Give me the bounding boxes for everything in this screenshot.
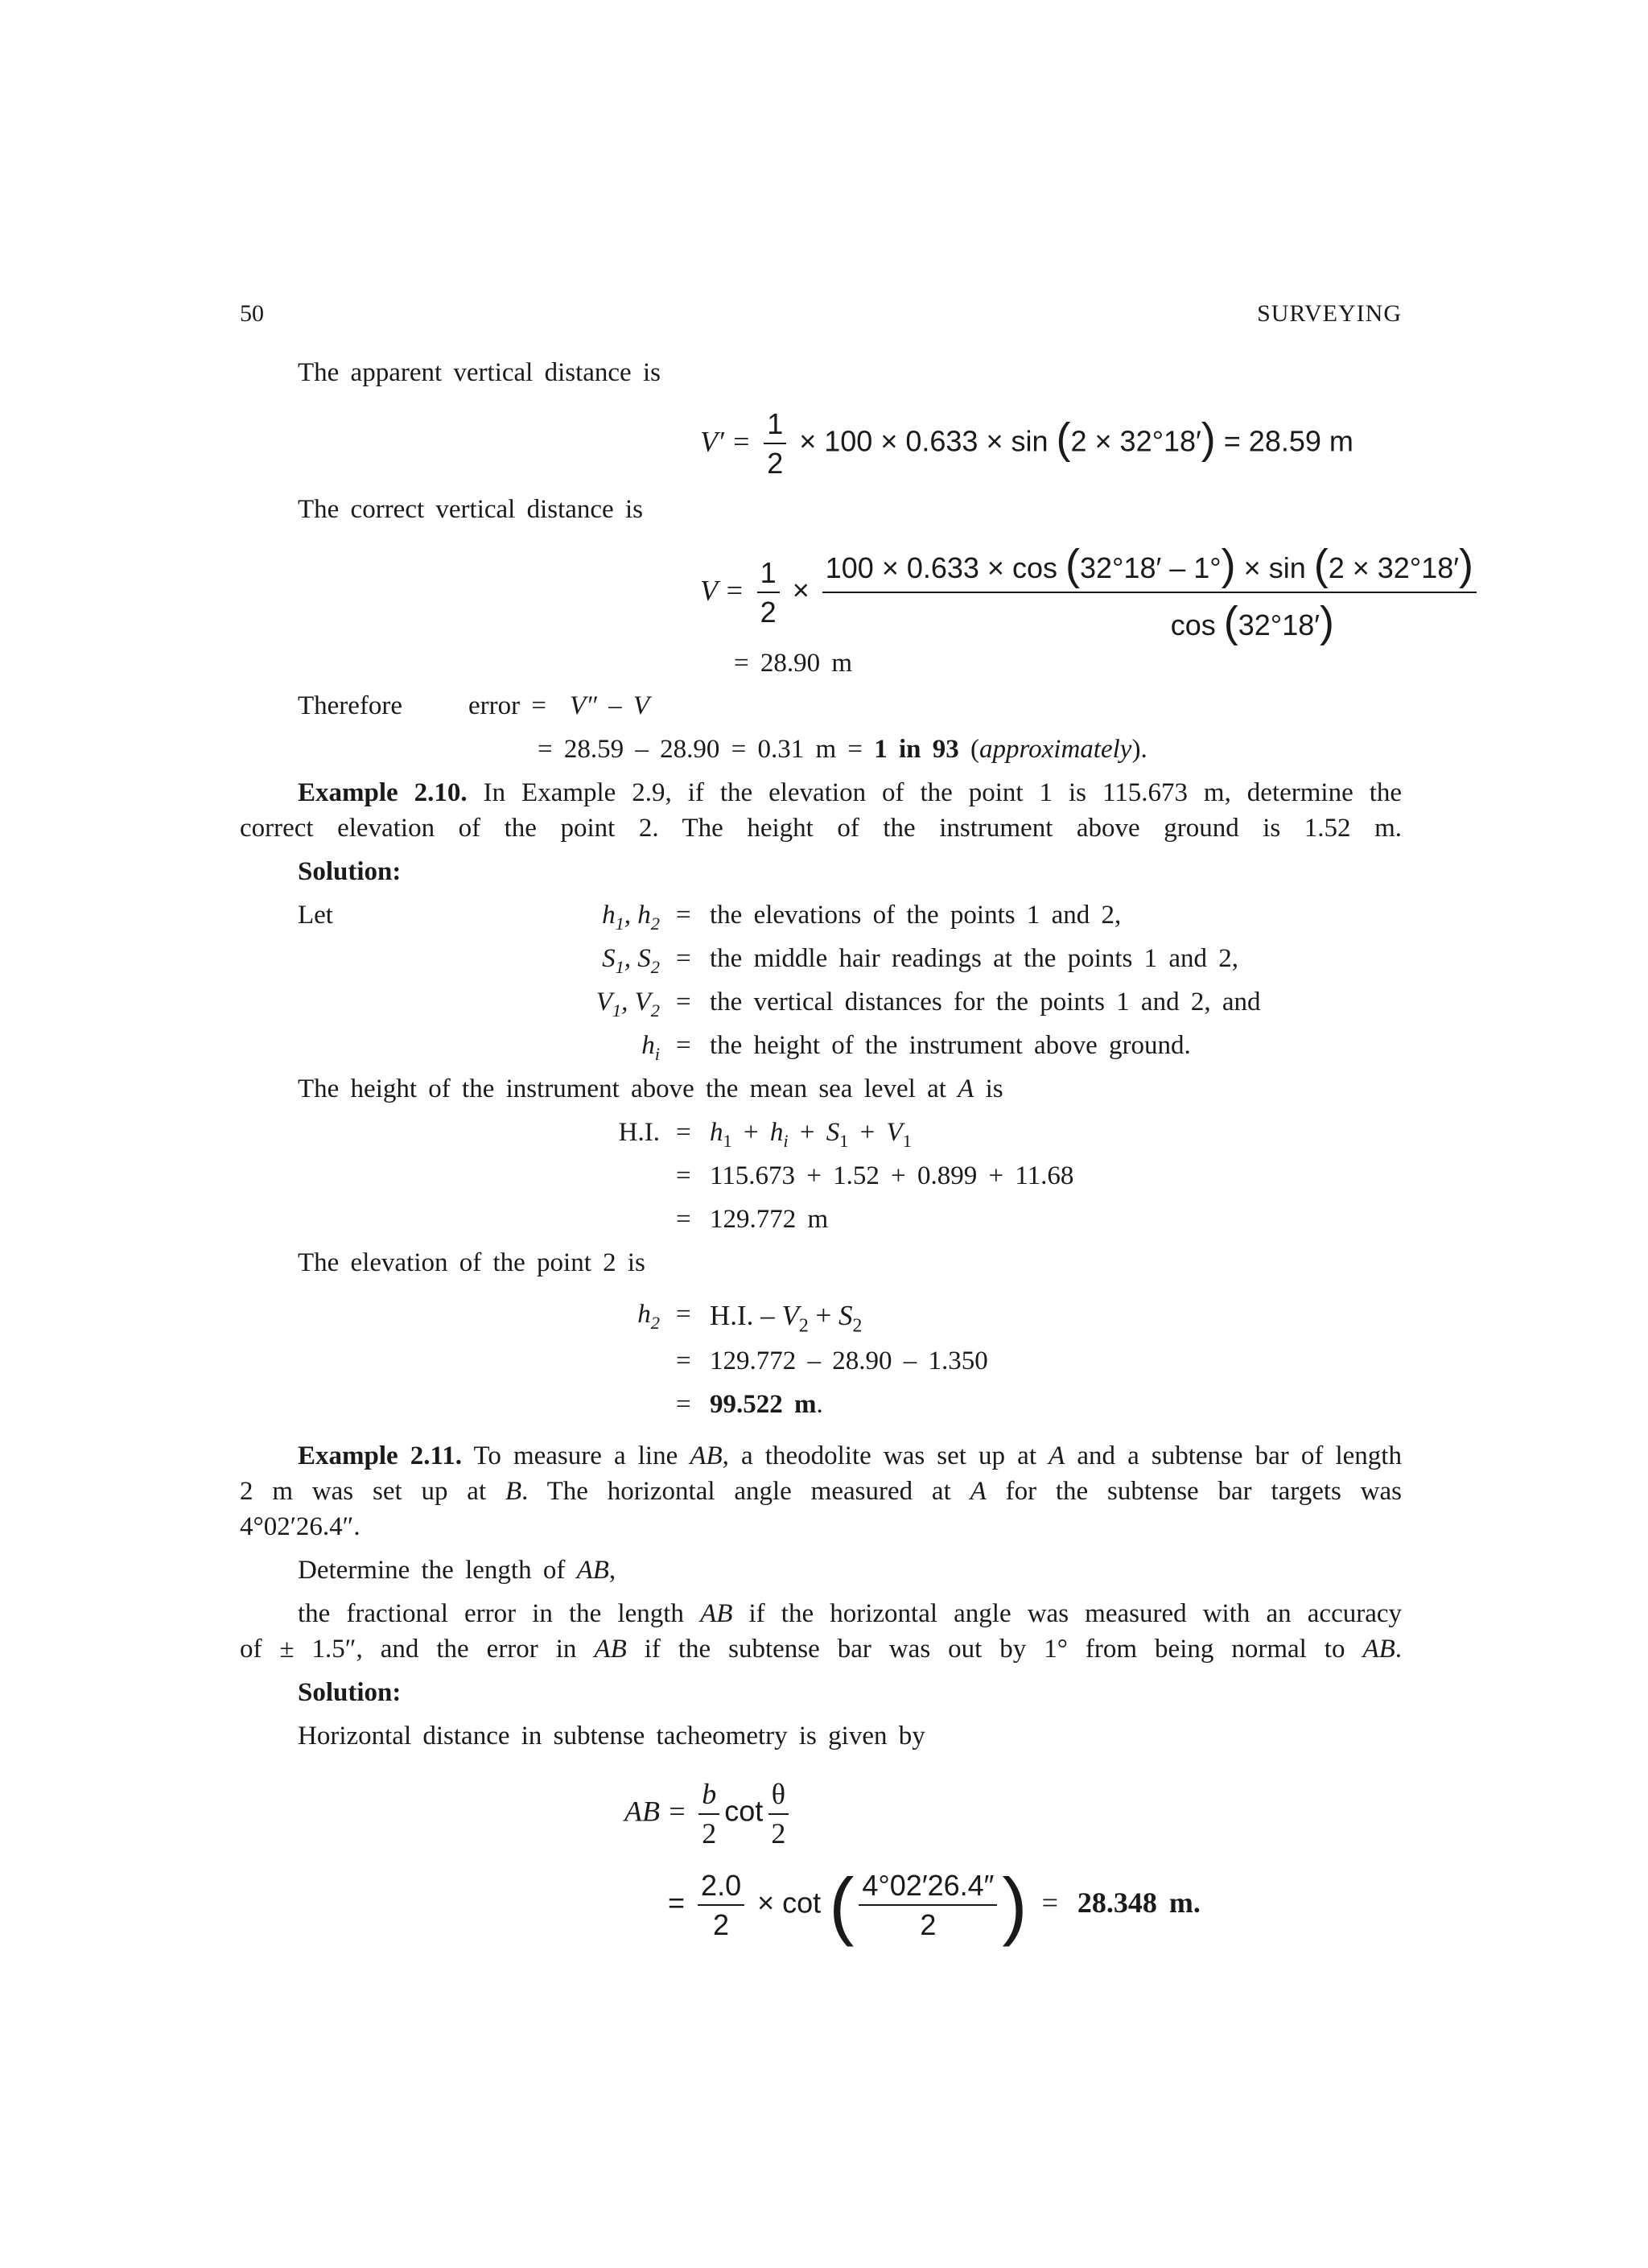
correct-result: = 28.90 m [734, 649, 853, 678]
ab-lhs: AB = [624, 1795, 687, 1828]
elev-eq-1: = [676, 1300, 691, 1329]
correct-times: × [792, 573, 810, 607]
def-sym-hi: $h_i$ [641, 1031, 660, 1064]
def-eq-4: = [676, 1031, 691, 1060]
hi-eq-3: = [676, 1205, 691, 1234]
two-over-2: $\frac{2.0}{2}$ [698, 1868, 744, 1942]
def-text-1: the elevations of the points 1 and 2, [710, 901, 1122, 930]
example-2-11-line-3: 4°02′26.4″. [240, 1512, 360, 1541]
hi-eq-2: = [676, 1161, 691, 1190]
example-2-11-solution: Solution: [298, 1678, 402, 1707]
page-number: 50 [240, 300, 264, 327]
elev-intro: The elevation of the point 2 is [298, 1248, 645, 1277]
example-2-10-solution: Solution: [298, 857, 402, 886]
fractional-line-2: of ± 1.5″, and the error in AB if the subtense bar was out by 1° from being normal to AB. [240, 1635, 1403, 1664]
hd-intro: Horizontal distance in subtense tacheometry is given by [298, 1722, 925, 1750]
def-text-4: the height of the instrument above ground. [710, 1031, 1191, 1060]
correct-ratio: $\frac{100 \times 0.633 \times \cos (32^\circ 18' - 1^\circ) \times \sin (2 \times 32^\circ 18')}{\cos (32^\circ 18')}$ [822, 538, 1477, 647]
error-label: error = [468, 691, 546, 720]
example-2-10-label: Example 2.10. [298, 778, 468, 807]
error-result: = 28.59 – 28.90 = 0.31 m = 1 in 93 (approximately). [538, 735, 1147, 764]
elev-line-1: H.I. – $V_2 + S_2$ [710, 1300, 863, 1337]
cot-label: cot [724, 1794, 764, 1828]
hi-line-1: $h_1 + h_i + S_1 + V_1$ [710, 1118, 912, 1151]
hi-line-3: 129.772 m [710, 1205, 829, 1234]
example-2-10-line-2: correct elevation of the point 2. The height of the instrument above ground is 1.52 m. [240, 814, 1402, 843]
elev-eq-2: = [676, 1346, 691, 1375]
angle-over-2: $\frac{4^\circ 02'26.4''}{2}$ [859, 1868, 997, 1942]
correct-intro: The correct vertical distance is [298, 495, 643, 524]
elev-line-3: 99.522 m. [710, 1390, 823, 1419]
apparent-equation: V′ = $\frac{1}{2}$ × 100 × 0.633 × sin (2 × 32°18′) = 28.59 m [700, 407, 1353, 480]
b-over-2: $\frac{b}{2}$ [698, 1777, 719, 1851]
elev-line-2: 129.772 – 28.90 – 1.350 [710, 1346, 988, 1375]
theta-over-2: $\frac{\theta}{2}$ [768, 1777, 789, 1851]
example-2-11-label: Example 2.11. [298, 1441, 462, 1470]
example-2-10-line-1: Example 2.10. In Example 2.9, if the elevation of the point 1 is 115.673 m, determine the [298, 778, 1403, 807]
correct-half: $\frac{1}{2}$ [757, 555, 780, 629]
example-2-11-line-2: 2 m was set up at B. The horizontal angle measured at A for the subtense bar targets was [240, 1477, 1402, 1506]
ab-formula [624, 1777, 793, 1851]
def-sym-v: $V_1$, $V_2$ [595, 988, 660, 1021]
apparent-rhs-c: = 28.59 m [1223, 424, 1353, 458]
def-text-3: the vertical distances for the points 1 and 2, and [710, 988, 1261, 1016]
hi-lhs: H.I. [618, 1118, 660, 1147]
def-eq-2: = [676, 944, 691, 973]
fractional-line-1: the fractional error in the length AB if the horizontal angle was measured with an accuracy [298, 1599, 1403, 1628]
apparent-half: $\frac{1}{2}$ [764, 406, 786, 480]
elev-lhs: $h_2$ [637, 1300, 660, 1333]
hi-line-2: 115.673 + 1.52 + 0.899 + 11.68 [710, 1161, 1074, 1190]
hi-eq-1: = [676, 1118, 691, 1147]
def-sym-h: $h_1$, $h_2$ [602, 901, 660, 934]
error-expression: V″ – V [570, 691, 650, 720]
therefore-label: Therefore [298, 691, 403, 720]
def-text-2: the middle hair readings at the points 1 and 2, [710, 944, 1239, 973]
apparent-intro: The apparent vertical distance is [298, 358, 661, 387]
def-eq-3: = [676, 988, 691, 1016]
ab-value: 28.348 m. [1077, 1887, 1201, 1920]
hi-intro: The height of the instrument above the mean sea level at A is [298, 1074, 1003, 1103]
let-label: Let [298, 901, 333, 930]
determine-line: Determine the length of AB, [298, 1556, 616, 1585]
apparent-rhs-b: 2 × 32°18′ [1070, 424, 1201, 458]
correct-lhs: V = [700, 574, 744, 607]
def-sym-s: $S_1$, $S_2$ [602, 944, 660, 977]
running-title: SURVEYING [1257, 300, 1402, 327]
elev-eq-3: = [676, 1390, 691, 1419]
ab-result: = $\frac{2.0}{2}$ × cot ( $\frac{4^\circ 02'26.4''}{2}$ ) = 28.348 m. [668, 1862, 1201, 1947]
apparent-lhs: V′ = [700, 425, 752, 458]
correct-equation [700, 538, 1481, 647]
def-eq-1: = [676, 901, 691, 930]
apparent-rhs-a: × 100 × 0.633 × sin [799, 424, 1049, 458]
example-2-11-line-1: Example 2.11. To measure a line AB, a theodolite was set up at A and a subtense bar of length [298, 1441, 1402, 1470]
